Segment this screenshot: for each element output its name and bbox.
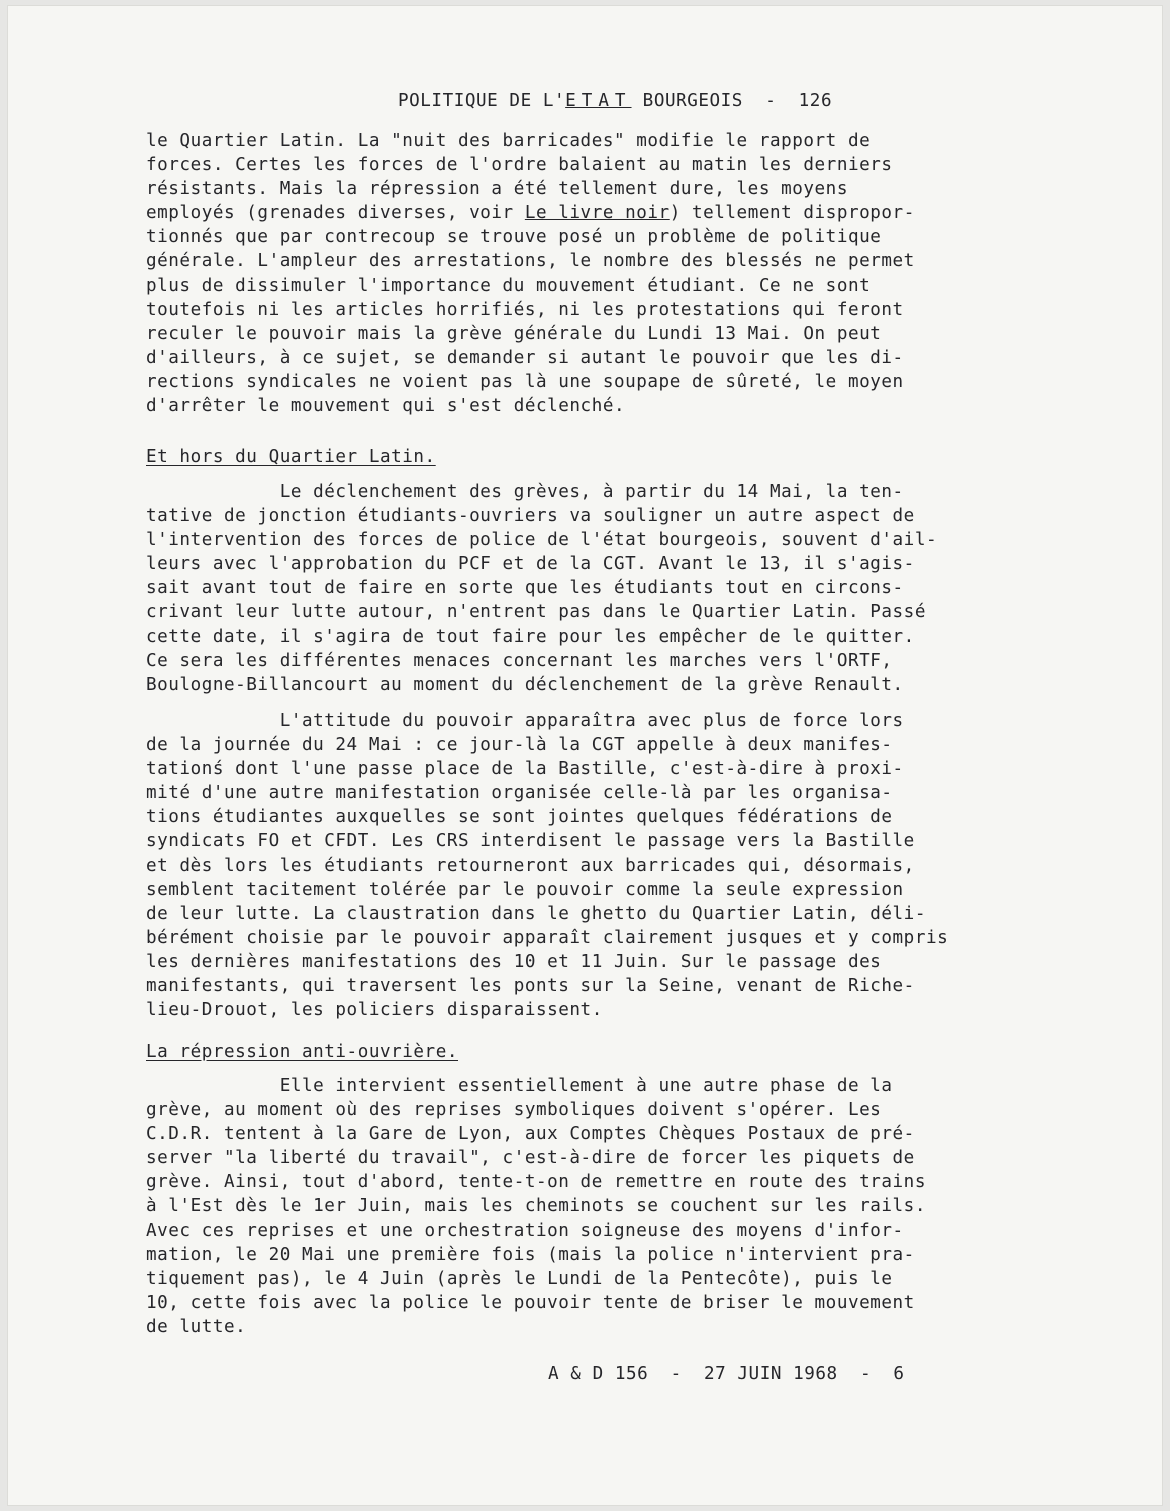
text-line: grève, au moment où des reprises symboliques doivent s'opérer. Les <box>146 1100 882 1121</box>
text-line: manifestants, qui traversent les ponts sur la Seine, venant de Riche- <box>146 976 915 997</box>
header-etat: ETAT <box>565 91 632 111</box>
document-page <box>8 6 1162 1505</box>
text-line: Elle intervient essentiellement à une autre phase de la <box>146 1076 893 1096</box>
text-line: de la journée du 24 Mai : ce jour-là la CGT appelle à deux manifes- <box>146 735 893 756</box>
text-line: tative de jonction étudiants-ouvriers va souligner un autre aspect de <box>146 506 915 527</box>
text-line: Le déclenchement des grèves, à partir du 14 Mai, la ten- <box>146 482 904 502</box>
section-heading: Et hors du Quartier Latin. <box>146 447 436 467</box>
text-line: tions étudiantes auxquelles se sont jointes quelques fédérations de <box>146 807 893 828</box>
text-line: sait avant tout de faire en sorte que les étudiants tout en circons- <box>146 578 904 599</box>
text-line: semblent tacitement tolérée par le pouvoir comme la seule expression <box>146 879 904 900</box>
section1-paragraph1 <box>146 480 1096 697</box>
text-line: plus de dissimuler l'importance du mouvement étudiant. Ce ne sont <box>146 275 871 296</box>
text-line: C.D.R. tentent à la Gare de Lyon, aux Comptes Chèques Postaux de pré- <box>146 1124 915 1145</box>
text-line: reculer le pouvoir mais la grève générale du Lundi 13 Mai. On peut <box>146 323 882 344</box>
text-fragment: employés (grenades diverses, voir <box>146 203 525 224</box>
text-line: le Quartier Latin. La "nuit des barricades" modifie le rapport de <box>146 131 871 151</box>
intro-paragraph <box>146 129 1096 418</box>
text-line: tationś dont l'une passe place de la Bastille, c'est-à-dire à proxi- <box>146 759 904 780</box>
text-line: 10, cette fois avec la police le pouvoir tente de briser le mouvement <box>146 1292 915 1313</box>
text-line: l'intervention des forces de police de l'état bourgeois, souvent d'ail- <box>146 530 938 551</box>
text-line: Boulogne-Billancourt au moment du déclenchement de la grève Renault. <box>146 674 904 695</box>
text-line: L'attitude du pouvoir apparaîtra avec plus de force lors <box>146 711 904 731</box>
text-line: server "la liberté du travail", c'est-à-dire de forcer les piquets de <box>146 1148 915 1169</box>
text-line-with-title <box>146 201 1096 225</box>
text-line: syndicats FO et CFDT. Les CRS interdisent le passage vers la Bastille <box>146 831 915 852</box>
text-line: forces. Certes les forces de l'ordre balaient au matin les derniers <box>146 155 893 176</box>
text-line: bérément choisie par le pouvoir apparaît clairement jusques et y compris <box>146 927 949 948</box>
text-line: Avec ces reprises et une orchestration soigneuse des moyens d'infor- <box>146 1220 904 1241</box>
text-line: tiquement pas), le 4 Juin (après le Lundi de la Pentecôte), puis le <box>146 1268 893 1289</box>
text-line: lieu-Drouot, les policiers disparaissent. <box>146 1000 603 1021</box>
text-line: grève. Ainsi, tout d'abord, tente-t-on de remettre en route des trains <box>146 1172 926 1193</box>
text-line: générale. L'ampleur des arrestations, le nombre des blessés ne permet <box>146 251 915 272</box>
text-line: cette date, il s'agira de tout faire pour les empêcher de le quitter. <box>146 626 915 647</box>
text-line: mité d'une autre manifestation organisée celle-là par les organisa- <box>146 783 893 804</box>
text-line: mation, le 20 Mai une première fois (mais la police n'intervient pra- <box>146 1244 915 1265</box>
section1-paragraph2 <box>146 709 1096 1022</box>
book-title: Le livre noir <box>524 203 670 224</box>
text-line: de lutte. <box>146 1316 247 1337</box>
text-line: leurs avec l'approbation du PCF et de la CGT. Avant le 13, il s'agis- <box>146 554 915 575</box>
section2-paragraph <box>146 1074 1096 1339</box>
text-line: rections syndicales ne voient pas là une soupape de sûreté, le moyen <box>146 371 904 392</box>
text-line: Ce sera les différentes menaces concernant les marches vers l'ORTF, <box>146 650 893 671</box>
text-fragment: ) tellement dispropor- <box>669 203 915 224</box>
section-heading: La répression anti-ouvrière. <box>146 1042 458 1062</box>
text-line: les dernières manifestations des 10 et 11 Juin. Sur le passage des <box>146 951 882 972</box>
header-suffix: BOURGEOIS - 126 <box>642 91 833 111</box>
text-line: tionnés que par contrecoup se trouve posé un problème de politique <box>146 227 882 248</box>
text-line: d'ailleurs, à ce sujet, se demander si autant le pouvoir que les di- <box>146 347 904 368</box>
text-line: et dès lors les étudiants retourneront aux barricades qui, désormais, <box>146 855 915 876</box>
text-line: résistants. Mais la répression a été tellement dure, les moyens <box>146 179 848 200</box>
header-prefix: POLITIQUE DE L' <box>398 91 566 111</box>
text-line: crivant leur lutte autour, n'entrent pas dans le Quartier Latin. Passé <box>146 602 926 623</box>
text-line: à l'Est dès le 1er Juin, mais les cheminots se couchent sur les rails. <box>146 1196 926 1217</box>
text-line: d'arrêter le mouvement qui s'est déclenché. <box>146 396 626 417</box>
running-header <box>398 91 832 111</box>
page-footer: A & D 156 - 27 JUIN 1968 - 6 <box>548 1364 905 1384</box>
text-line: de leur lutte. La claustration dans le ghetto du Quartier Latin, déli- <box>146 903 926 924</box>
text-line: toutefois ni les articles horrifiés, ni les protestations qui feront <box>146 299 904 320</box>
